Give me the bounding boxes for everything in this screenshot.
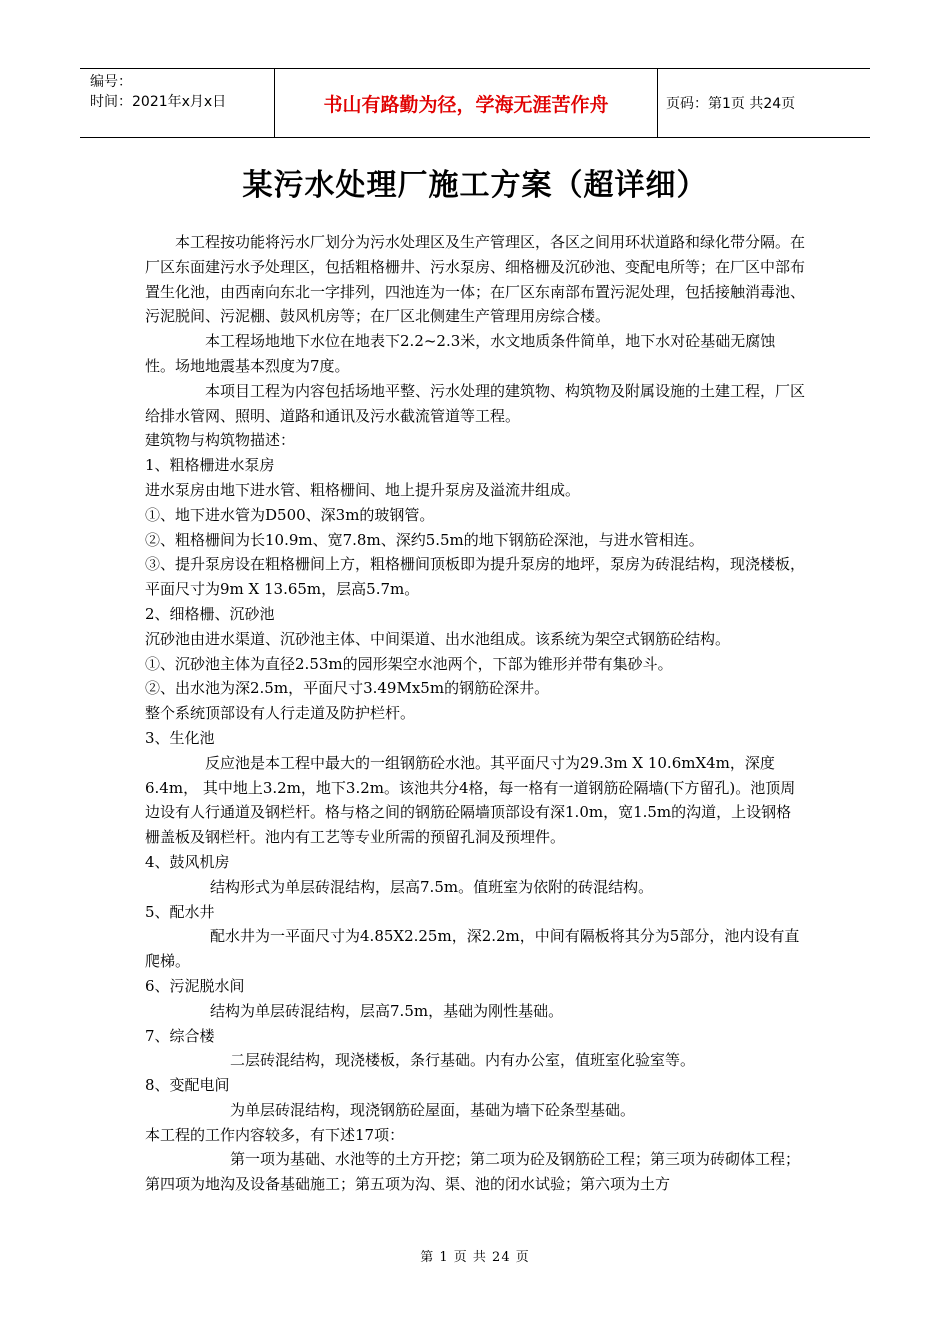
paragraph: 为单层砖混结构，现浇钢筋砼屋面，基础为墙下砼条型基础。 bbox=[230, 1100, 636, 1119]
page-footer: 第 1 页 共 24 页 bbox=[420, 1250, 530, 1265]
document-number-label: 编号： bbox=[90, 74, 132, 90]
section-heading: 6、污泥脱水间 bbox=[145, 976, 245, 995]
list-item: ①、沉砂池主体为直径2.53m的园形架空水池两个，下部为锥形并带有集砂斗。 bbox=[145, 654, 673, 673]
paragraph: 二层砖混结构，现浇楼板，条行基础。内有办公室，值班室化验室等。 bbox=[230, 1051, 696, 1070]
paragraph: 反应池是本工程中最大的一组钢筋砼水池。其平面尺寸为29.3m X 10.6mX4m，深度6.4m， 其中地上3.2m，地下3.2m。该池共分4格，每一格有一道钢筋砼隔墙(下方留孔)。池顶周边设有人行通道及钢栏杆。格与格之间的钢筋砼隔墙顶部设有深1.0m，宽1.5m的沟道，上设钢格栅盖板及钢栏杆。池内有工艺等专业所需的预留孔洞及预埋件。 bbox=[145, 753, 796, 847]
paragraph: 结构形式为单层砖混结构，层高7.5m。值班室为依附的砖混结构。 bbox=[210, 877, 654, 896]
paragraph: 沉砂池由进水渠道、沉砂池主体、中间渠道、出水池组成。该系统为架空式钢筋砼结构。 bbox=[145, 629, 731, 648]
paragraph-intro: 本工程按功能将污水厂划分为污水处理区及生产管理区，各区之间用环状道路和绿化带分隔。在厂区东面建污水予处理区，包括粗格栅井、污水泵房、细格栅及沉砂池、变配电所等；在厂区中部布置生化池，由西南向东北一字排列，四池连为一体；在厂区东南部布置污泥处理，包括接触消毒池、污泥脱间、污泥棚、鼓风机房等；在厂区北侧建生产管理用房综合楼。 bbox=[145, 233, 806, 326]
section-heading: 4、鼓风机房 bbox=[145, 852, 230, 871]
header-motto: 书山有路勤为径，学海无涯苦作舟 bbox=[275, 69, 658, 137]
page-header bbox=[80, 68, 870, 138]
paragraph: 第一项为基础、水池等的土方开挖；第二项为砼及钢筋砼工程；第三项为砖砌体工程；第四项为地沟及设备基础施工；第五项为沟、渠、池的闭水试验；第六项为土方 bbox=[145, 1150, 801, 1194]
header-page-info: 页码：第1页 共24页 bbox=[666, 96, 796, 112]
section-heading: 建筑物与构筑物描述： bbox=[145, 431, 296, 450]
paragraph: 整个系统顶部设有人行走道及防护栏杆。 bbox=[145, 704, 416, 723]
section-heading: 2、细格栅、沉砂池 bbox=[145, 604, 275, 623]
paragraph: 配水井为一平面尺寸为4.85X2.25m，深2.2m，中间有隔板将其分为5部分，池内设有直爬梯。 bbox=[145, 927, 800, 971]
paragraph-groundwater: 本工程场地地下水位在地表下2.2~2.3米，水文地质条件简单，地下水对砼基础无腐蚀性。场地地震基本烈度为7度。 bbox=[145, 332, 776, 375]
list-item: ②、出水池为深2.5m，平面尺寸3.49Mx5m的钢筋砼深井。 bbox=[145, 679, 550, 698]
document-title: 某污水处理厂施工方案（超详细） bbox=[242, 168, 708, 203]
section-heading: 8、变配电间 bbox=[145, 1076, 230, 1095]
section-heading: 7、综合楼 bbox=[145, 1026, 215, 1045]
header-meta bbox=[80, 69, 275, 137]
paragraph-scope: 本项目工程为内容包括场地平整、污水处理的建筑物、构筑物及附属设施的土建工程，厂区给排水管网、照明、道路和通讯及污水截流管道等工程。 bbox=[145, 381, 806, 425]
list-item: ③、提升泵房设在粗格栅间上方，粗格栅间顶板即为提升泵房的地坪，泵房为砖混结构，现浇楼板，平面尺寸为9m X 13.65m，层高5.7m。 bbox=[145, 555, 806, 599]
section-heading: 3、生化池 bbox=[145, 728, 215, 747]
paragraph: 结构为单层砖混结构，层高7.5m，基础为刚性基础。 bbox=[210, 1001, 564, 1020]
document-body bbox=[145, 230, 805, 1197]
section-heading: 5、配水井 bbox=[145, 902, 215, 921]
list-item: ①、地下进水管为D500、深3m的玻钢管。 bbox=[145, 505, 435, 524]
paragraph: 本工程的工作内容较多，有下述17项： bbox=[145, 1125, 405, 1144]
section-heading: 1、粗格栅进水泵房 bbox=[145, 456, 275, 475]
document-time-label: 时间：2021年x月x日 bbox=[90, 94, 227, 110]
list-item: ②、粗格栅间为长10.9m、宽7.8m、深约5.5m的地下钢筋砼深池，与进水管相连。 bbox=[145, 530, 704, 549]
paragraph: 进水泵房由地下进水管、粗格栅间、地上提升泵房及溢流井组成。 bbox=[145, 480, 581, 499]
